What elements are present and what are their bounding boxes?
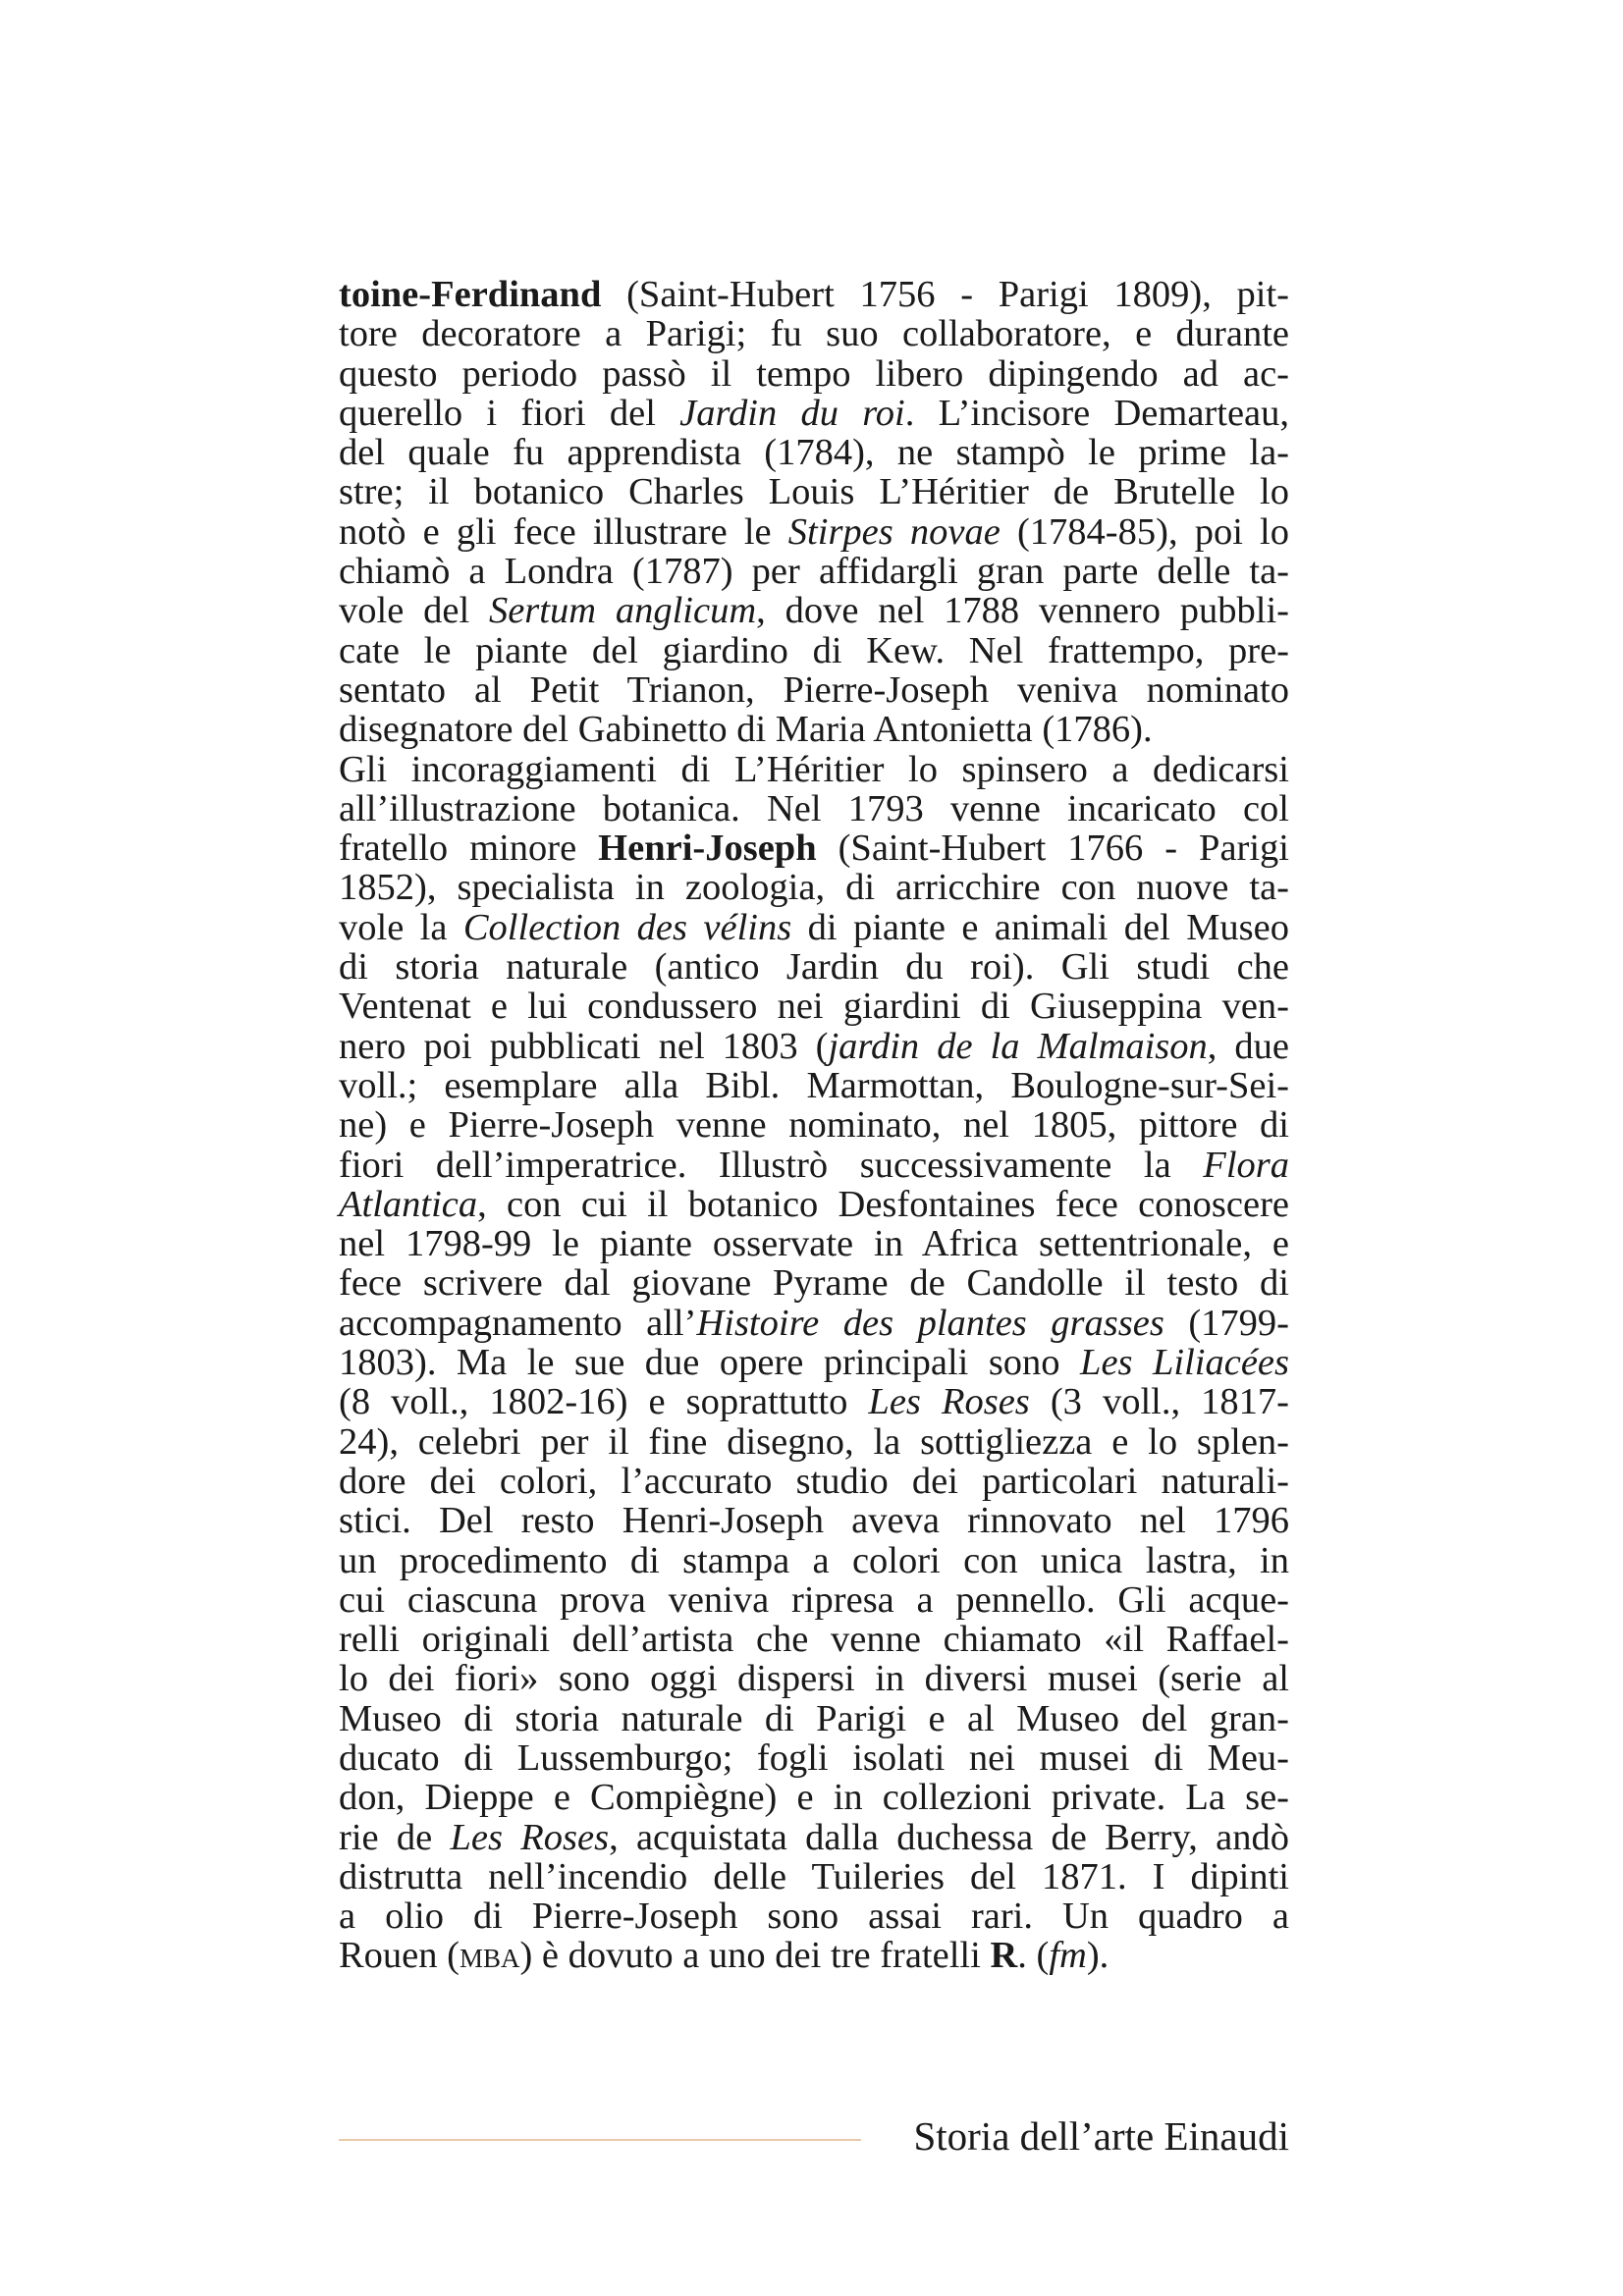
text-line: (8 voll., 1802-16) e soprattutto Les Roses (3 voll., 1817- xyxy=(339,1381,1290,1423)
text-line: Ventenat e lui condussero nei giardini di Giuseppina ven- xyxy=(339,986,1289,1028)
text-line: questo periodo passò il tempo libero dipingendo ad ac- xyxy=(339,352,1289,395)
text-line: rie de Les Roses, acquistata dalla duchessa de Berry, andò xyxy=(339,1816,1289,1858)
artist-name-henri-joseph: Henri-Joseph xyxy=(598,828,817,870)
text-line: dore dei colori, l’accurato studio dei particolari naturali- xyxy=(339,1460,1289,1502)
text-line: notò e gli fece illustrare le Stirpes novae (1784-85), poi lo xyxy=(339,510,1290,553)
italic-title: Stirpes novae xyxy=(787,510,1001,553)
museum-abbreviation: mba xyxy=(459,1935,520,1977)
publication-title: Storia dell’arte Einaudi xyxy=(913,2113,1289,2159)
text-line: nero poi pubblicati nel 1803 (jardin de la Malmaison, due xyxy=(339,1025,1289,1067)
text-line: tore decoratore a Parigi; fu suo collaboratore, e durante xyxy=(339,313,1289,355)
text-line: a olio di Pierre-Joseph sono assai rari. Un quadro a xyxy=(339,1896,1289,1938)
text-line: nel 1798-99 le piante osservate in Africa settentrionale, e xyxy=(339,1223,1289,1265)
text-line: 24), celebri per il fine disegno, la sottigliezza e lo splen- xyxy=(339,1420,1289,1463)
text-line: cui ciascuna prova veniva ripresa a pennello. Gli acque- xyxy=(339,1578,1289,1621)
artist-name-antoine-ferdinand: toine-Ferdinand xyxy=(339,274,602,315)
italic-title: Les Roses xyxy=(450,1816,610,1858)
italic-title: Histoire des plantes grasses xyxy=(696,1302,1164,1344)
article-body xyxy=(339,275,1289,1976)
text-line: accompagnamento all’Histoire des plantes grasses (1799- xyxy=(339,1302,1290,1344)
text-line: chiamò a Londra (1787) per affidargli gran parte delle ta- xyxy=(339,551,1289,593)
italic-title: Collection des vélins xyxy=(462,906,792,948)
text-line: di storia naturale (antico Jardin du roi). Gli studi che xyxy=(339,946,1289,988)
italic-title: Flora xyxy=(1203,1144,1289,1186)
text-line: del quale fu apprendista (1784), ne stampò le prime la- xyxy=(339,432,1289,474)
text-line: cate le piante del giardino di Kew. Nel frattempo, pre- xyxy=(339,629,1289,671)
text-line: querello i fiori del Jardin du roi. L’incisore Demarteau, xyxy=(339,392,1290,434)
text-line: toine-Ferdinand (Saint-Hubert 1756 - Parigi 1809), pit- xyxy=(339,274,1289,315)
italic-title: Jardin du roi xyxy=(679,392,905,434)
italic-title: Les Roses xyxy=(868,1381,1030,1423)
text-line: vole la Collection des vélins di piante e animali del Museo xyxy=(339,906,1290,948)
text-line: Rouen (mba) è dovuto a uno dei tre fratelli R. (fm). xyxy=(339,1935,1109,1977)
text-line: Atlantica, con cui il botanico Desfontaines fece conoscere xyxy=(339,1183,1289,1225)
author-signature: fm xyxy=(1049,1935,1087,1977)
text-line: relli originali dell’artista che venne chiamato «il Raffael- xyxy=(339,1619,1289,1661)
text-line: ducato di Lussemburgo; fogli isolati nei musei di Meu- xyxy=(339,1736,1289,1779)
text-line: lo dei fiori» sono oggi dispersi in diversi musei (serie al xyxy=(339,1658,1289,1700)
text-line: disegnatore del Gabinetto di Maria Antonietta (1786). xyxy=(339,709,1153,751)
text-line: fratello minore Henri-Joseph (Saint-Hubert 1766 - Parigi xyxy=(339,828,1289,870)
text-line: 1852), specialista in zoologia, di arricchire con nuove ta- xyxy=(339,867,1289,909)
italic-title: Les Liliacées xyxy=(1080,1342,1289,1384)
text-line: don, Dieppe e Compiègne) e in collezioni private. La se- xyxy=(339,1777,1289,1819)
italic-title: Atlantica xyxy=(339,1183,478,1225)
text-line: Museo di storia naturale di Parigi e al Museo del gran- xyxy=(339,1697,1289,1739)
text-line: stici. Del resto Henri-Joseph aveva rinnovato nel 1796 xyxy=(339,1500,1289,1542)
author-initial: R xyxy=(990,1935,1018,1977)
text-line: fece scrivere dal giovane Pyrame de Candolle il testo di xyxy=(339,1262,1289,1305)
text-line: Gli incoraggiamenti di L’Héritier lo spinsero a dedicarsi xyxy=(339,748,1289,790)
text-line: all’illustrazione botanica. Nel 1793 venne incaricato col xyxy=(339,787,1289,829)
italic-title: jardin de la Malmaison xyxy=(828,1025,1208,1067)
footer-rule xyxy=(339,2139,861,2141)
text-line: ne) e Pierre-Joseph venne nominato, nel 1805, pittore di xyxy=(339,1104,1289,1147)
text-line: stre; il botanico Charles Louis L’Héritier de Brutelle lo xyxy=(339,471,1289,513)
text-line: 1803). Ma le sue due opere principali sono Les Liliacées xyxy=(339,1342,1289,1384)
text-line: distrutta nell’incendio delle Tuileries del 1871. I dipinti xyxy=(339,1855,1289,1897)
text-line: sentato al Petit Trianon, Pierre-Joseph veniva nominato xyxy=(339,668,1289,711)
italic-title: Sertum anglicum xyxy=(488,590,757,632)
page-footer xyxy=(339,2112,1289,2162)
text-line: fiori dell’imperatrice. Illustrò successivamente la Flora xyxy=(339,1144,1289,1186)
text-line: vole del Sertum anglicum, dove nel 1788 vennero pubbli- xyxy=(339,590,1289,632)
text-line: un procedimento di stampa a colori con unica lastra, in xyxy=(339,1539,1289,1581)
text-line: voll.; esemplare alla Bibl. Marmottan, Boulogne-sur-Sei- xyxy=(339,1064,1289,1106)
